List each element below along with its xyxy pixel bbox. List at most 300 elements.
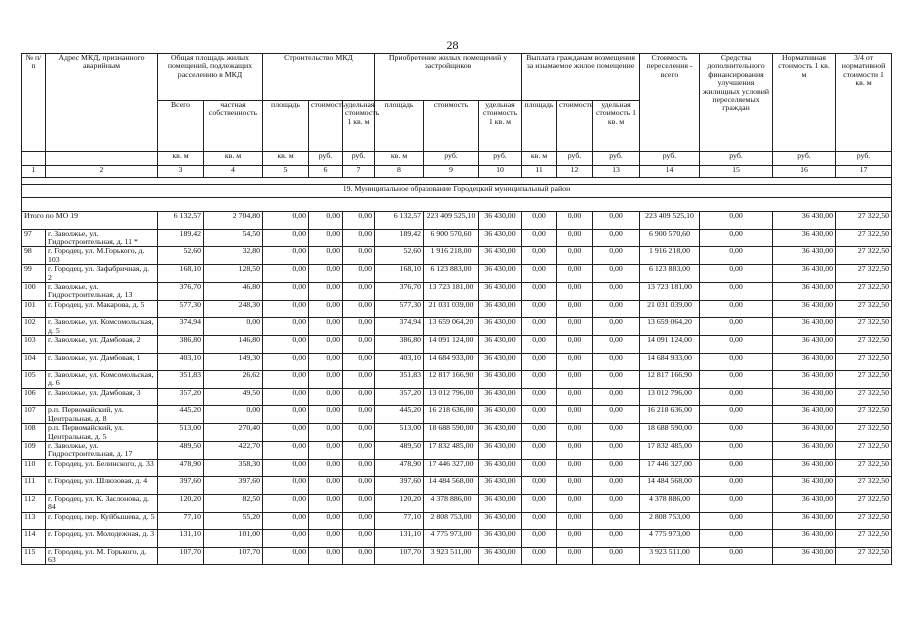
row-cell: 26,62 — [204, 371, 263, 389]
table-row — [22, 371, 892, 389]
row-cell: 27 322,50 — [836, 371, 892, 389]
row-cell: 14 091 124,00 — [640, 336, 700, 354]
row-cell: 0,00 — [557, 512, 593, 530]
total-row-cell: 223 409 525,10 — [640, 212, 700, 230]
column-number: 2 — [46, 166, 158, 178]
row-cell: 0,00 — [557, 494, 593, 512]
column-number: 11 — [522, 166, 557, 178]
row-cell: 0,00 — [522, 547, 557, 565]
row-cell: 0,00 — [700, 494, 773, 512]
row-address: г. Городец, ул. Белинского, д. 33 — [46, 459, 158, 477]
row-cell: 0,00 — [522, 406, 557, 424]
row-cell: 36 430,00 — [479, 247, 522, 265]
row-cell: 0,00 — [557, 530, 593, 548]
row-cell: 27 322,50 — [836, 247, 892, 265]
row-cell: 0,00 — [343, 547, 375, 565]
row-cell: 6 900 570,60 — [640, 229, 700, 247]
row-cell: 168,10 — [158, 265, 204, 283]
row-number: 97 — [22, 229, 46, 247]
unit-cell: кв. м — [204, 152, 263, 166]
row-cell: 131,10 — [375, 530, 424, 548]
row-cell: 27 322,50 — [836, 512, 892, 530]
row-cell: 149,30 — [204, 353, 263, 371]
row-cell: 120,20 — [375, 494, 424, 512]
row-cell: 27 322,50 — [836, 318, 892, 336]
row-cell: 18 688 590,00 — [640, 424, 700, 442]
row-address: р.п. Первомайский, ул. Центральная, д. 8 — [46, 406, 158, 424]
row-cell: 36 430,00 — [773, 388, 836, 406]
row-cell: 0,00 — [263, 353, 309, 371]
row-cell: 0,00 — [700, 265, 773, 283]
row-cell: 0,00 — [343, 442, 375, 460]
column-number: 12 — [557, 166, 593, 178]
unit-cell: кв. м — [158, 152, 204, 166]
row-cell: 0,00 — [522, 459, 557, 477]
row-cell: 21 031 039,00 — [640, 300, 700, 318]
row-address: г. Городец, ул. К. Заслонова, д. 84 — [46, 494, 158, 512]
row-address: г. Городец, ул. Зафабричная, д. 2 — [46, 265, 158, 283]
row-cell: 0,00 — [557, 300, 593, 318]
page-number: 28 — [446, 38, 459, 52]
row-cell: 0,00 — [343, 353, 375, 371]
row-number: 102 — [22, 318, 46, 336]
row-cell: 189,42 — [158, 229, 204, 247]
row-cell: 27 322,50 — [836, 530, 892, 548]
row-cell: 36 430,00 — [773, 406, 836, 424]
row-cell: 27 322,50 — [836, 282, 892, 300]
row-cell: 36 430,00 — [479, 512, 522, 530]
row-cell: 577,30 — [375, 300, 424, 318]
row-cell: 0,00 — [522, 424, 557, 442]
column-number: 6 — [309, 166, 343, 178]
row-cell: 0,00 — [343, 477, 375, 495]
row-cell: 27 322,50 — [836, 442, 892, 460]
row-cell: 0,00 — [263, 547, 309, 565]
column-number: 4 — [204, 166, 263, 178]
row-number: 114 — [22, 530, 46, 548]
row-cell: 0,00 — [700, 371, 773, 389]
unit-cell: руб. — [640, 152, 700, 166]
row-cell: 0,00 — [263, 512, 309, 530]
row-cell: 14 484 568,00 — [424, 477, 479, 495]
row-cell: 0,00 — [309, 282, 343, 300]
row-cell: 489,50 — [158, 442, 204, 460]
row-cell: 17 832 485,00 — [424, 442, 479, 460]
row-cell: 16 218 636,00 — [424, 406, 479, 424]
row-cell: 0,00 — [309, 300, 343, 318]
row-cell: 0,00 — [343, 371, 375, 389]
row-cell: 0,00 — [343, 494, 375, 512]
gap-cell — [22, 198, 892, 212]
table-row — [22, 547, 892, 565]
row-cell: 0,00 — [557, 388, 593, 406]
col-header-acquisition-cost: стоимость — [424, 101, 479, 152]
unit-cell: руб. — [593, 152, 640, 166]
row-cell: 36 430,00 — [479, 300, 522, 318]
row-cell: 120,20 — [158, 494, 204, 512]
row-cell: 13 723 181,00 — [424, 282, 479, 300]
unit-cell: кв. м — [522, 152, 557, 166]
unit-cell: руб. — [309, 152, 343, 166]
row-cell: 0,00 — [343, 229, 375, 247]
row-cell: 376,70 — [158, 282, 204, 300]
row-cell: 36 430,00 — [773, 353, 836, 371]
total-row-cell: 2 704,80 — [204, 212, 263, 230]
row-number: 110 — [22, 459, 46, 477]
row-cell: 0,00 — [343, 318, 375, 336]
row-number: 109 — [22, 442, 46, 460]
row-cell: 422,70 — [204, 442, 263, 460]
row-cell: 101,00 — [204, 530, 263, 548]
row-cell: 0,00 — [522, 512, 557, 530]
row-cell: 168,10 — [375, 265, 424, 283]
row-cell: 0,00 — [309, 442, 343, 460]
row-cell: 248,30 — [204, 300, 263, 318]
unit-cell: руб. — [836, 152, 892, 166]
column-number: 16 — [773, 166, 836, 178]
col-header-n: № п/п — [22, 54, 46, 152]
row-cell: 4 775 973,00 — [640, 530, 700, 548]
row-address: г. Городец, ул. М.Горького, д. 103 — [46, 247, 158, 265]
row-cell: 128,50 — [204, 265, 263, 283]
row-cell: 27 322,50 — [836, 494, 892, 512]
row-cell: 0,00 — [557, 353, 593, 371]
unit-cell — [22, 152, 46, 166]
row-cell: 27 322,50 — [836, 406, 892, 424]
row-cell: 14 484 568,00 — [640, 477, 700, 495]
row-cell: 0,00 — [593, 477, 640, 495]
row-cell: 0,00 — [309, 459, 343, 477]
row-address: г. Заволжье, ул. Комсомольская, д. 5 — [46, 318, 158, 336]
table-row — [22, 318, 892, 336]
table-row — [22, 406, 892, 424]
row-cell: 0,00 — [557, 477, 593, 495]
row-cell: 17 446 327,00 — [424, 459, 479, 477]
row-cell: 0,00 — [593, 442, 640, 460]
row-cell: 4 378 886,00 — [640, 494, 700, 512]
row-cell: 0,00 — [263, 459, 309, 477]
table-row — [22, 336, 892, 354]
row-cell: 0,00 — [557, 318, 593, 336]
col-header-three-quarters: 3/4 от нормативной стоимости 1 кв. м — [836, 54, 892, 152]
row-cell: 0,00 — [522, 282, 557, 300]
row-cell: 36 430,00 — [479, 336, 522, 354]
row-cell: 0,00 — [593, 494, 640, 512]
row-cell: 0,00 — [343, 336, 375, 354]
section-title: 19. Муниципальное образование Городецкий муниципальный район — [22, 185, 892, 198]
row-cell: 0,00 — [309, 406, 343, 424]
row-cell: 0,00 — [557, 406, 593, 424]
row-address: г. Заволжье, ул. Дамбовая, 2 — [46, 336, 158, 354]
row-cell: 1 916 218,00 — [640, 247, 700, 265]
row-cell: 0,00 — [309, 371, 343, 389]
row-cell: 0,00 — [593, 318, 640, 336]
row-cell: 6 123 883,00 — [424, 265, 479, 283]
row-cell: 0,00 — [700, 336, 773, 354]
row-number: 108 — [22, 424, 46, 442]
row-cell: 6 123 883,00 — [640, 265, 700, 283]
row-cell: 36 430,00 — [479, 371, 522, 389]
row-address: г. Заволжье, ул. Гидростроительная, д. 17 — [46, 442, 158, 460]
col-header-extra-funding: Средства дополнительного финансирования улучшения жилищных условий переселяемых граждан — [700, 54, 773, 152]
total-row-cell: 223 409 525,10 — [424, 212, 479, 230]
row-number: 105 — [22, 371, 46, 389]
row-cell: 403,10 — [158, 353, 204, 371]
row-address: г. Городец, ул. Макарова, д. 5 — [46, 300, 158, 318]
row-address: г. Городец, ул. М. Горького, д. 63 — [46, 547, 158, 565]
row-cell: 386,80 — [375, 336, 424, 354]
col-header-compensation-area: площадь — [522, 101, 557, 152]
row-cell: 36 430,00 — [479, 459, 522, 477]
row-cell: 0,00 — [309, 388, 343, 406]
row-cell: 12 817 166,90 — [424, 371, 479, 389]
col-header-acquisition-unit-cost: удельная стоимость 1 кв. м — [479, 101, 522, 152]
row-cell: 0,00 — [263, 424, 309, 442]
row-cell: 0,00 — [557, 459, 593, 477]
row-cell: 0,00 — [309, 247, 343, 265]
row-cell: 0,00 — [700, 406, 773, 424]
row-number: 111 — [22, 477, 46, 495]
header-row-column-numbers — [22, 166, 892, 178]
row-cell: 14 684 933,00 — [424, 353, 479, 371]
row-cell: 0,00 — [557, 424, 593, 442]
table-row — [22, 459, 892, 477]
row-cell: 27 322,50 — [836, 424, 892, 442]
row-cell: 27 322,50 — [836, 353, 892, 371]
row-cell: 403,10 — [375, 353, 424, 371]
total-row-cell: 0,00 — [700, 212, 773, 230]
row-cell: 357,20 — [375, 388, 424, 406]
col-header-acquisition-group: Приобретение жилых помещений у застройщиков — [375, 54, 522, 101]
row-cell: 46,80 — [204, 282, 263, 300]
total-row-cell: 36 430,00 — [479, 212, 522, 230]
row-cell: 0,00 — [593, 247, 640, 265]
row-cell: 0,00 — [522, 300, 557, 318]
total-row-cell: 0,00 — [263, 212, 309, 230]
row-cell: 2 808 753,00 — [640, 512, 700, 530]
row-cell: 0,00 — [309, 353, 343, 371]
row-cell: 0,00 — [700, 512, 773, 530]
row-cell: 2 808 753,00 — [424, 512, 479, 530]
row-cell: 1 916 218,00 — [424, 247, 479, 265]
row-cell: 36 430,00 — [773, 371, 836, 389]
col-header-compensation-cost: стоимость — [557, 101, 593, 152]
row-cell: 0,00 — [557, 547, 593, 565]
row-cell: 36 430,00 — [479, 442, 522, 460]
row-cell: 0,00 — [557, 229, 593, 247]
row-cell: 27 322,50 — [836, 336, 892, 354]
row-cell: 0,00 — [557, 265, 593, 283]
total-row-cell: 36 430,00 — [773, 212, 836, 230]
row-cell: 0,00 — [593, 353, 640, 371]
column-number: 10 — [479, 166, 522, 178]
col-header-total-cost: Стоимость переселения - всего — [640, 54, 700, 152]
row-cell: 36 430,00 — [773, 424, 836, 442]
row-address: г. Городец, пер. Куйбышева, д. 5 — [46, 512, 158, 530]
table-row — [22, 442, 892, 460]
row-cell: 0,00 — [343, 424, 375, 442]
row-cell: 16 218 636,00 — [640, 406, 700, 424]
row-address: г. Заволжье, ул. Дамбовая, 3 — [46, 388, 158, 406]
row-cell: 27 322,50 — [836, 388, 892, 406]
row-cell: 36 430,00 — [479, 424, 522, 442]
row-cell: 0,00 — [700, 547, 773, 565]
total-row-label: Итого по МО 19 — [22, 212, 158, 230]
row-cell: 0,00 — [263, 477, 309, 495]
row-cell: 0,00 — [309, 512, 343, 530]
column-number: 5 — [263, 166, 309, 178]
row-cell: 36 430,00 — [479, 282, 522, 300]
row-cell: 77,10 — [375, 512, 424, 530]
unit-cell — [46, 152, 158, 166]
row-cell: 0,00 — [343, 512, 375, 530]
row-cell: 27 322,50 — [836, 477, 892, 495]
row-cell: 27 322,50 — [836, 459, 892, 477]
row-address: г. Заволжье, ул. Комсомольская, д. 6 — [46, 371, 158, 389]
row-cell: 36 430,00 — [479, 265, 522, 283]
col-header-compensation-unit-cost: удельная стоимость 1 кв. м — [593, 101, 640, 152]
row-cell: 0,00 — [700, 442, 773, 460]
row-cell: 0,00 — [263, 300, 309, 318]
total-row-cell: 6 132,57 — [375, 212, 424, 230]
row-cell: 36 430,00 — [773, 318, 836, 336]
row-cell: 0,00 — [522, 247, 557, 265]
row-cell: 351,83 — [158, 371, 204, 389]
row-cell: 14 684 933,00 — [640, 353, 700, 371]
row-cell: 36 430,00 — [479, 477, 522, 495]
row-cell: 0,00 — [343, 300, 375, 318]
row-cell: 55,20 — [204, 512, 263, 530]
row-cell: 14 091 124,00 — [424, 336, 479, 354]
row-address: г. Городец, ул. Молодежная, д. 3 — [46, 530, 158, 548]
row-cell: 0,00 — [263, 318, 309, 336]
table-row — [22, 300, 892, 318]
row-cell: 0,00 — [343, 282, 375, 300]
row-cell: 386,80 — [158, 336, 204, 354]
row-cell: 27 322,50 — [836, 229, 892, 247]
row-cell: 36 430,00 — [773, 265, 836, 283]
row-cell: 0,00 — [700, 247, 773, 265]
row-cell: 0,00 — [309, 530, 343, 548]
row-cell: 0,00 — [700, 229, 773, 247]
col-header-construction-unit-cost: удельная стоимость 1 кв. м — [343, 101, 375, 152]
unit-cell: руб. — [343, 152, 375, 166]
row-cell: 49,50 — [204, 388, 263, 406]
row-cell: 36 430,00 — [479, 353, 522, 371]
row-cell: 0,00 — [593, 547, 640, 565]
row-cell: 397,60 — [204, 477, 263, 495]
row-cell: 27 322,50 — [836, 547, 892, 565]
column-number: 13 — [593, 166, 640, 178]
row-cell: 0,00 — [593, 530, 640, 548]
row-cell: 32,80 — [204, 247, 263, 265]
row-cell: 0,00 — [522, 477, 557, 495]
row-cell: 0,00 — [557, 371, 593, 389]
row-cell: 6 900 570,60 — [424, 229, 479, 247]
row-cell: 0,00 — [593, 229, 640, 247]
unit-cell: руб. — [557, 152, 593, 166]
row-cell: 513,00 — [158, 424, 204, 442]
header-row-groups — [22, 54, 892, 101]
col-header-construction-cost: стоимость — [309, 101, 343, 152]
row-cell: 0,00 — [263, 371, 309, 389]
row-cell: 0,00 — [522, 265, 557, 283]
unit-cell: кв. м — [263, 152, 309, 166]
row-cell: 0,00 — [593, 512, 640, 530]
row-address: г. Заволжье, ул. Гидростроительная, д. 11 * — [46, 229, 158, 247]
total-row — [22, 212, 892, 230]
row-cell: 0,00 — [522, 388, 557, 406]
row-cell: 0,00 — [700, 353, 773, 371]
row-cell: 0,00 — [263, 494, 309, 512]
unit-cell: кв. м — [375, 152, 424, 166]
row-number: 106 — [22, 388, 46, 406]
row-number: 113 — [22, 512, 46, 530]
row-cell: 0,00 — [593, 336, 640, 354]
row-cell: 0,00 — [263, 530, 309, 548]
row-cell: 13 012 796,00 — [424, 388, 479, 406]
row-cell: 0,00 — [204, 318, 263, 336]
row-cell: 0,00 — [700, 300, 773, 318]
row-cell: 36 430,00 — [773, 442, 836, 460]
row-cell: 17 446 327,00 — [640, 459, 700, 477]
row-cell: 0,00 — [700, 477, 773, 495]
row-cell: 0,00 — [204, 406, 263, 424]
col-header-construction-area: площадь — [263, 101, 309, 152]
row-cell: 357,20 — [158, 388, 204, 406]
row-cell: 82,50 — [204, 494, 263, 512]
row-cell: 36 430,00 — [773, 229, 836, 247]
row-cell: 0,00 — [700, 388, 773, 406]
row-number: 107 — [22, 406, 46, 424]
col-header-construction-group: Строительство МКД — [263, 54, 375, 101]
row-cell: 36 430,00 — [479, 318, 522, 336]
row-cell: 0,00 — [557, 282, 593, 300]
row-cell: 0,00 — [343, 247, 375, 265]
row-cell: 0,00 — [309, 318, 343, 336]
row-cell: 36 430,00 — [479, 530, 522, 548]
unit-cell: руб. — [424, 152, 479, 166]
row-cell: 0,00 — [343, 530, 375, 548]
row-cell: 478,90 — [158, 459, 204, 477]
table-row — [22, 353, 892, 371]
col-header-address: Адрес МКД, признанного аварийным — [46, 54, 158, 152]
row-cell: 36 430,00 — [479, 229, 522, 247]
row-cell: 18 688 590,00 — [424, 424, 479, 442]
row-cell: 0,00 — [522, 318, 557, 336]
row-cell: 0,00 — [309, 336, 343, 354]
row-cell: 0,00 — [522, 229, 557, 247]
row-address: г. Заволжье, ул. Гидростроительная, д. 13 — [46, 282, 158, 300]
row-cell: 13 012 796,00 — [640, 388, 700, 406]
row-cell: 52,60 — [158, 247, 204, 265]
unit-cell: руб. — [700, 152, 773, 166]
total-row-cell: 0,00 — [309, 212, 343, 230]
row-cell: 0,00 — [343, 388, 375, 406]
row-cell: 36 430,00 — [479, 547, 522, 565]
column-number: 8 — [375, 166, 424, 178]
column-number: 3 — [158, 166, 204, 178]
row-cell: 13 723 181,00 — [640, 282, 700, 300]
table-row — [22, 512, 892, 530]
section-row — [22, 185, 892, 198]
row-cell: 13 659 064,20 — [640, 318, 700, 336]
row-cell: 0,00 — [343, 265, 375, 283]
row-cell: 0,00 — [593, 424, 640, 442]
table-row — [22, 530, 892, 548]
row-number: 99 — [22, 265, 46, 283]
row-cell: 36 430,00 — [773, 300, 836, 318]
